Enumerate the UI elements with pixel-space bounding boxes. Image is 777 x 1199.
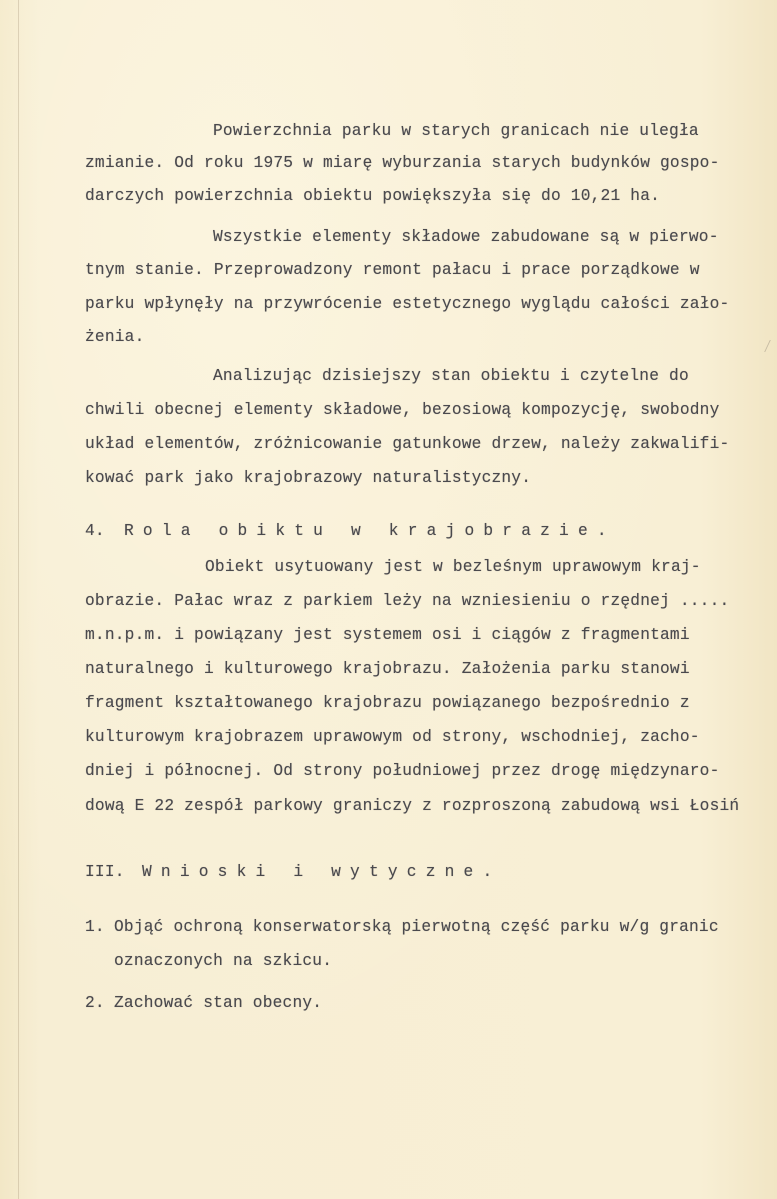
paragraph-2-line-4: żenia. xyxy=(85,328,145,346)
section-III-title: Wnioski i wytyczne. xyxy=(142,863,502,881)
paragraph-3-line-4: kować park jako krajobrazowy naturalistyczny. xyxy=(85,469,532,487)
section-III-number: III. xyxy=(85,863,125,881)
paragraph-1-line-1: Powierzchnia parku w starych granicach nie uległa xyxy=(213,122,699,140)
section-4-line-5: fragment kształtowanego krajobrazu powiązanego bezpośrednio z xyxy=(85,694,690,712)
section-4-line-4: naturalnego i kulturowego krajobrazu. Założenia parku stanowi xyxy=(85,660,690,678)
paragraph-2-line-3: parku wpłynęły na przywrócenie estetycznego wyglądu całości zało- xyxy=(85,295,730,313)
item-1-line-1: Objąć ochroną konserwatorską pierwotną część parku w/g granic xyxy=(114,918,719,936)
paragraph-1-line-3: darczych powierzchnia obiektu powiększyła się do 10,21 ha. xyxy=(85,187,661,205)
section-4-title: Rola obiktu w krajobrazie. xyxy=(124,522,616,540)
paragraph-3-line-2: chwili obecnej elementy składowe, bezosiową kompozycję, swobodny xyxy=(85,401,720,419)
paragraph-3-line-3: układ elementów, zróżnicowanie gatunkowe drzew, należy zakwalifi- xyxy=(85,435,730,453)
section-4-number: 4. xyxy=(85,522,105,540)
section-4-line-6: kulturowym krajobrazem uprawowym od strony, wschodniej, zacho- xyxy=(85,728,700,746)
paragraph-3-line-1: Analizując dzisiejszy stan obiektu i czytelne do xyxy=(213,367,689,385)
paragraph-1-line-2: zmianie. Od roku 1975 w miarę wyburzania starych budynków gospo- xyxy=(85,154,720,172)
item-1-line-2: oznaczonych na szkicu. xyxy=(114,952,333,970)
section-4-line-3: m.n.p.m. i powiązany jest systemem osi i ciągów z fragmentami xyxy=(85,626,690,644)
item-1-number: 1. xyxy=(85,918,105,936)
item-2-number: 2. xyxy=(85,994,105,1012)
pencil-mark xyxy=(758,340,771,352)
section-4-line-1: Obiekt usytuowany jest w bezleśnym uprawowym kraj- xyxy=(205,558,701,576)
section-4-line-2: obrazie. Pałac wraz z parkiem leży na wzniesieniu o rzędnej ..... xyxy=(85,592,730,610)
section-4-line-8: dową E 22 zespół parkowy graniczy z rozproszoną zabudową wsi Łosiń xyxy=(85,797,740,815)
item-2-line-1: Zachować stan obecny. xyxy=(114,994,323,1012)
paragraph-2-line-2: tnym stanie. Przeprowadzony remont pałacu i prace porządkowe w xyxy=(85,261,700,279)
page-edge-line xyxy=(18,0,19,1199)
paragraph-2-line-1: Wszystkie elementy składowe zabudowane są w pierwo- xyxy=(213,228,719,246)
section-4-line-7: dniej i północnej. Od strony południowej przez drogę międzynaro- xyxy=(85,762,720,780)
